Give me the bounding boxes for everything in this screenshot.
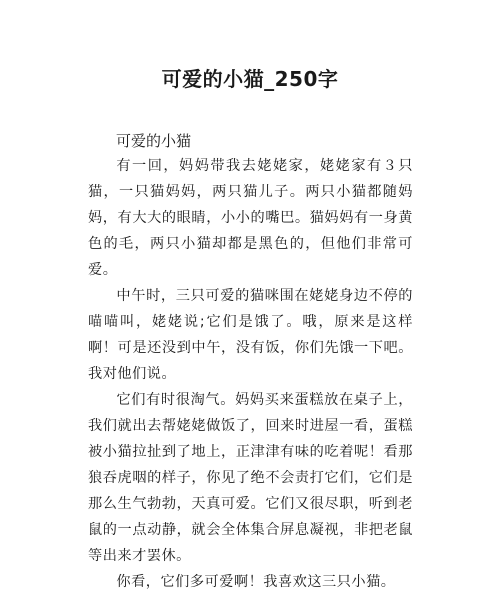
article-subtitle: 可爱的小猫 <box>116 132 192 150</box>
paragraph-4: 你看，它们多可爱啊！我喜欢这三只小猫。 <box>116 574 396 590</box>
paragraph-1: 有一回，妈妈带我去姥姥家，姥姥家有３只猫，一只猫妈妈，两只猫儿子。两只小猫都随妈妈，有大大的眼睛，小小的嘴巴。猫妈妈有一身黄色的毛，两只小猫却都是黑色的，但他们非常可爱。 <box>88 158 413 278</box>
document-title: 可爱的小猫_250字 <box>161 67 339 91</box>
article-body <box>88 153 413 595</box>
paragraph-3: 它们有时很淘气。妈妈买来蛋糕放在桌子上，我们就出去帮姥姥做饭了，回来时进屋一看，蛋糕被小猫拉扯到了地上，正津津有味的吃着呢！看那狼吞虎咽的样子，你见了绝不会责打它们，它们是那么生气勃勃，天真可爱。它们又很尽职，听到老鼠的一点动静，就会全体集合屏息凝视，非把老鼠等出来才罢休。 <box>88 392 413 564</box>
paragraph-2: 中午时，三只可爱的猫咪围在姥姥身边不停的喵喵叫，姥姥说;它们是饿了。哦，原来是这样啊！可是还没到中午，没有饭，你们先饿一下吧。我对他们说。 <box>88 288 413 382</box>
